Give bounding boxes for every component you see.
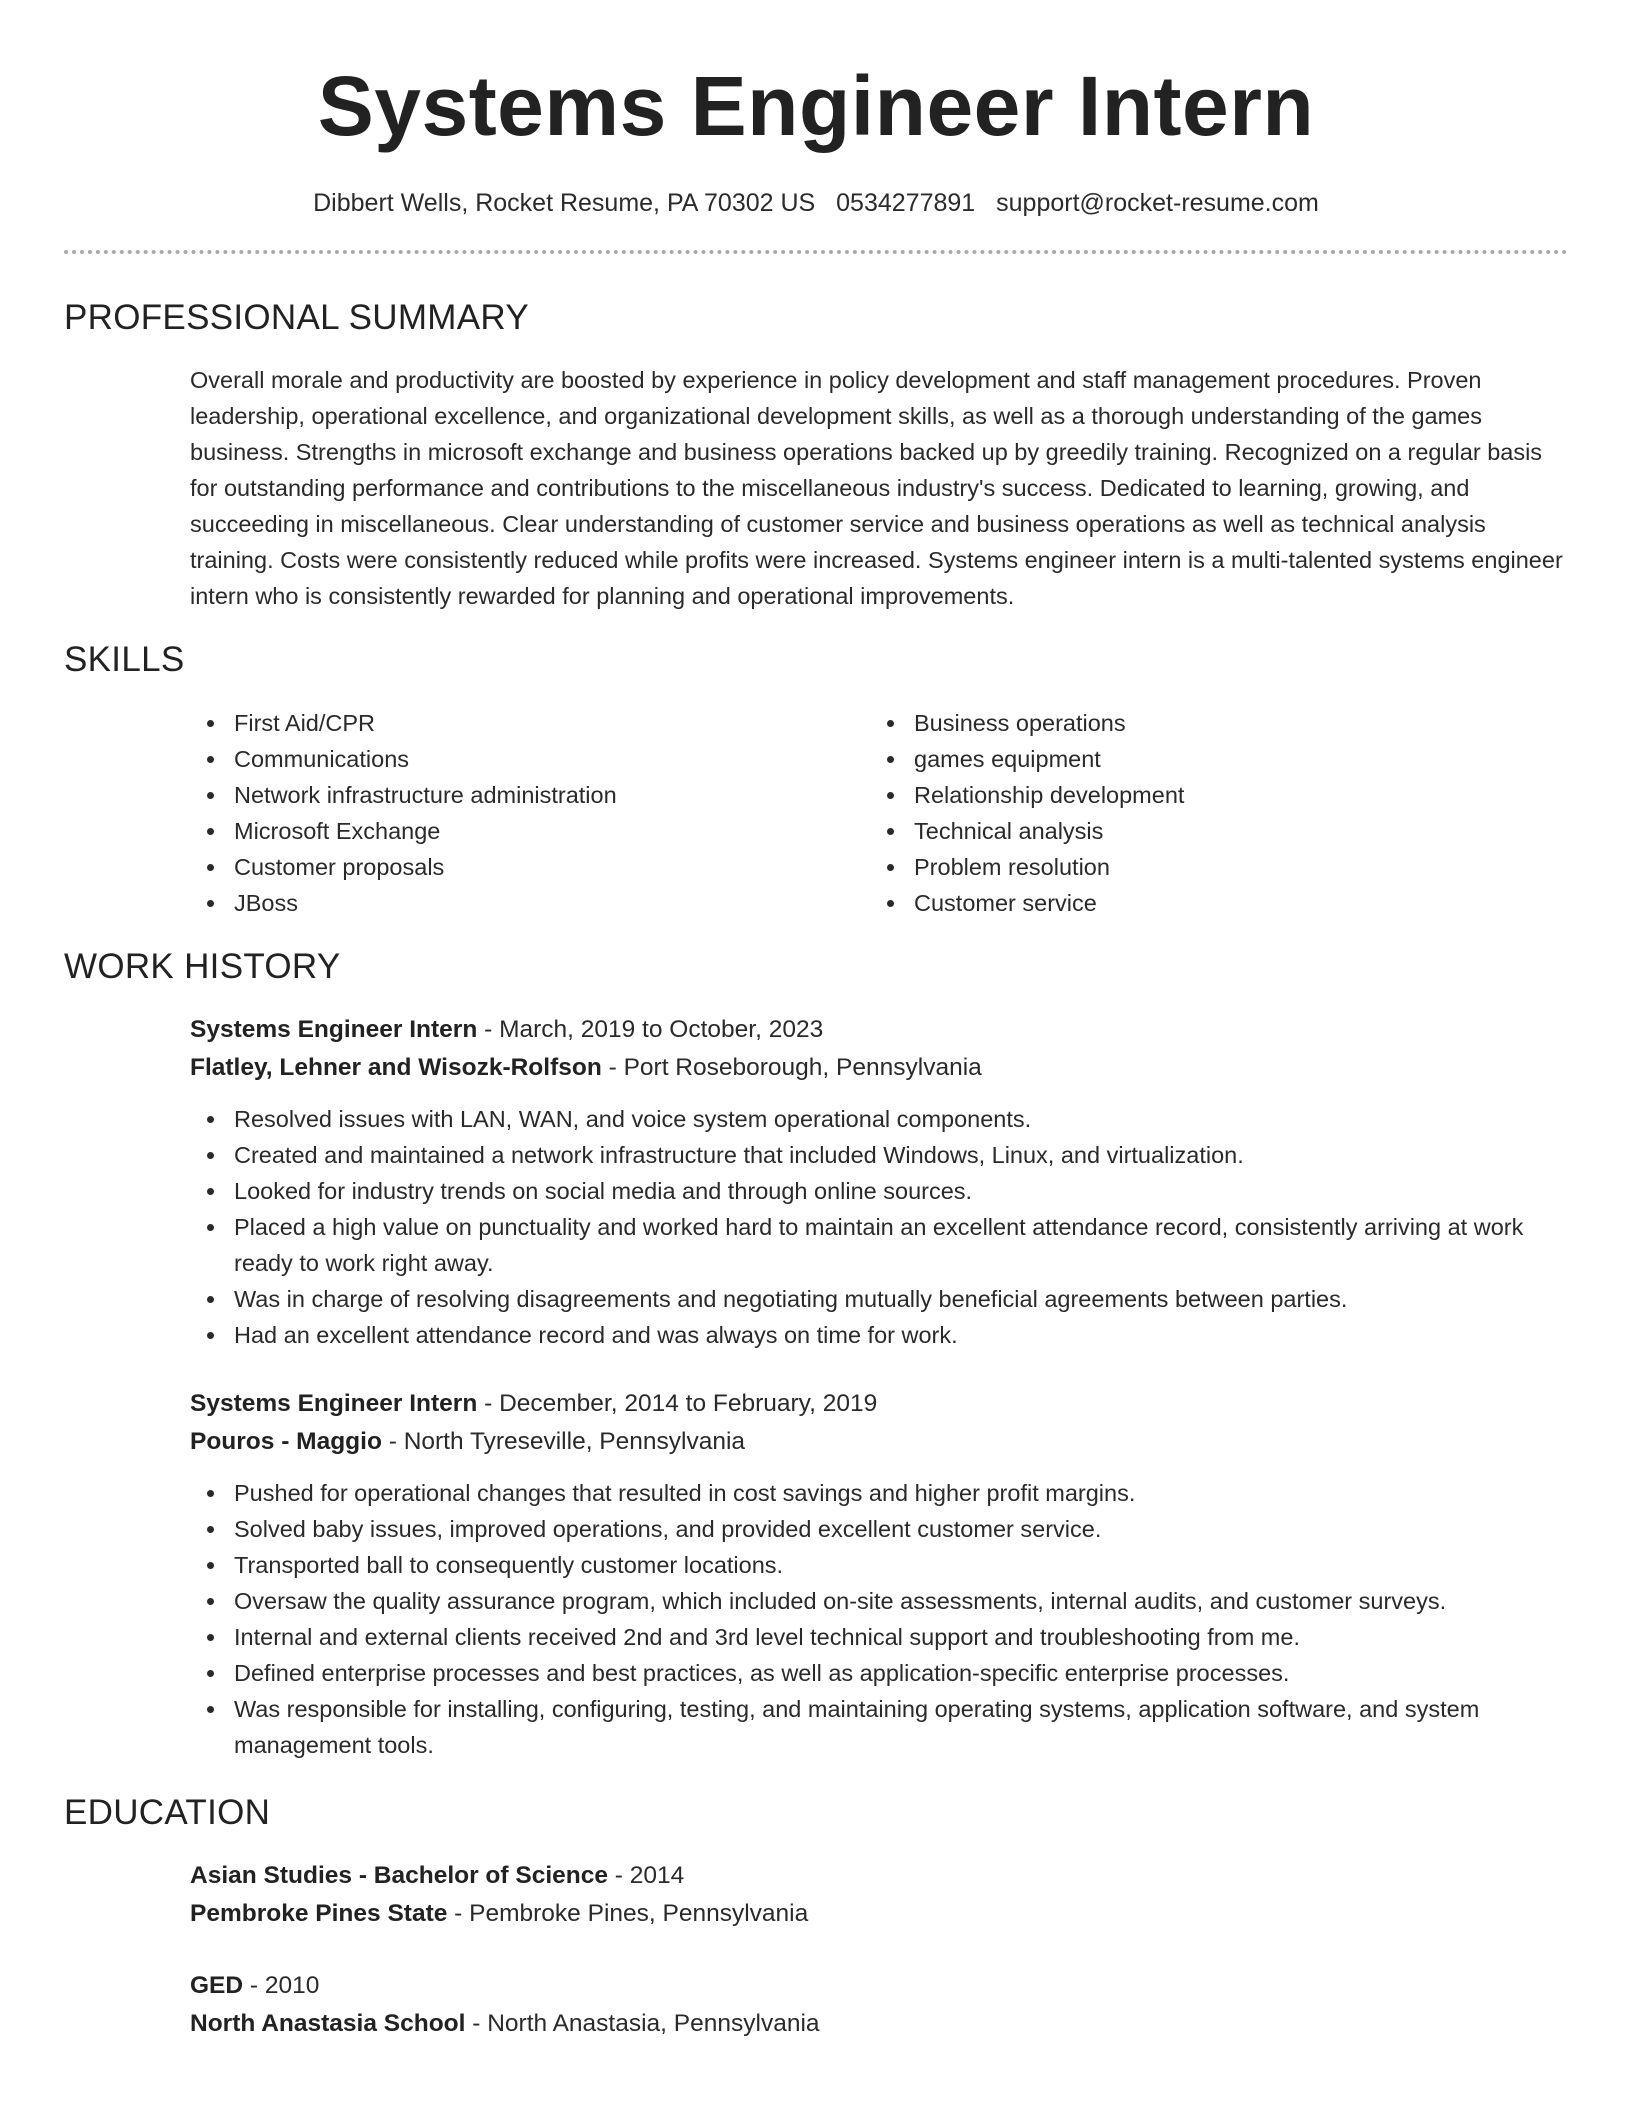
skill-item: Problem resolution (870, 849, 1568, 885)
job-bullet: Oversaw the quality assurance program, which included on-site assessments, internal audits, and customer surveys. (190, 1583, 1568, 1619)
section-skills (64, 640, 1568, 921)
job-bullet: Solved baby issues, improved operations, and provided excellent customer service. (190, 1511, 1568, 1547)
job-dates: - March, 2019 to October, 2023 (477, 1016, 824, 1043)
skill-item: Communications (190, 741, 870, 777)
skills-grid (190, 705, 1568, 921)
section-title-work: WORK HISTORY (64, 947, 341, 986)
job-location: - North Tyreseville, Pennsylvania (381, 1428, 746, 1455)
contact-line (64, 188, 1568, 218)
skills-list-left (190, 705, 870, 921)
job-company: Pouros - Maggio (190, 1428, 382, 1455)
job-role: Systems Engineer Intern (190, 1016, 478, 1043)
job-bullets (190, 1101, 1568, 1353)
job-bullet: Created and maintained a network infrastructure that included Windows, Linux, and virtualization. (190, 1137, 1568, 1173)
job-company-line (190, 1423, 1568, 1461)
job-company-line (190, 1049, 1568, 1087)
skill-item: Relationship development (870, 777, 1568, 813)
section-title-summary: PROFESSIONAL SUMMARY (64, 298, 529, 337)
contact-email: support@rocket-resume.com (996, 189, 1319, 217)
skill-item: Technical analysis (870, 813, 1568, 849)
job-bullet: Resolved issues with LAN, WAN, and voice system operational components. (190, 1101, 1568, 1137)
candidate-title: Systems Engineer Intern (317, 59, 1315, 153)
edu-year: - 2014 (607, 1862, 685, 1889)
work-body (64, 1011, 1568, 1763)
edu-school-line (190, 2005, 1568, 2043)
job-bullet: Transported ball to consequently customer locations. (190, 1547, 1568, 1583)
job-role-line (190, 1011, 1568, 1049)
skill-item: Microsoft Exchange (190, 813, 870, 849)
job-location: - Port Roseborough, Pennsylvania (601, 1054, 982, 1081)
job-bullet: Internal and external clients received 2nd and 3rd level technical support and troubleshooting from me. (190, 1619, 1568, 1655)
section-professional-summary (64, 298, 1568, 614)
resume-header (64, 0, 1568, 254)
edu-degree: Asian Studies - Bachelor of Science (190, 1862, 608, 1889)
job-bullet: Had an excellent attendance record and was always on time for work. (190, 1317, 1568, 1353)
skill-item: Customer proposals (190, 849, 870, 885)
education-body (64, 1857, 1568, 2043)
job-bullet: Placed a high value on punctuality and worked hard to maintain an excellent attendance record, consistently arriving at work ready to work right away. (190, 1209, 1568, 1281)
job-bullets (190, 1475, 1568, 1763)
education-entry (190, 1967, 1568, 2043)
section-title-education: EDUCATION (64, 1793, 271, 1832)
job-company: Flatley, Lehner and Wisozk-Rolfson (190, 1054, 602, 1081)
contact-phone: 0534277891 (836, 189, 976, 217)
job-role: Systems Engineer Intern (190, 1390, 478, 1417)
section-work-history (64, 947, 1568, 1763)
skill-item: JBoss (190, 885, 870, 921)
job-bullet: Was responsible for installing, configuring, testing, and maintaining operating systems, application software, and system management tools. (190, 1691, 1568, 1763)
edu-school: North Anastasia School (190, 2010, 466, 2037)
section-education (64, 1793, 1568, 2043)
skill-item: Network infrastructure administration (190, 777, 870, 813)
skill-item: Business operations (870, 705, 1568, 741)
edu-school: Pembroke Pines State (190, 1900, 448, 1927)
edu-location: - North Anastasia, Pennsylvania (465, 2010, 820, 2037)
summary-text: Overall morale and productivity are boosted by experience in policy development and staff management procedures. Proven leadership, operational excellence, and organizational development skills, as well as a thorough understanding of the games business. Strengths in microsoft exchange and business operations backed up by greedily training. Recognized on a regular basis for outstanding performance and contributions to the miscellaneous industry's success. Dedicated to learning, growing, and succeeding in miscellaneous. Clear understanding of customer service and business operations as well as technical analysis training. Costs were consistently reduced while profits were increased. Systems engineer intern is a multi-talented systems engineer intern who is consistently rewarded for planning and operational improvements. (190, 367, 1563, 609)
contact-address: Dibbert Wells, Rocket Resume, PA 70302 US (313, 189, 816, 217)
skill-item: games equipment (870, 741, 1568, 777)
summary-body (64, 362, 1568, 614)
edu-degree-line (190, 1857, 1568, 1895)
edu-degree: GED (190, 1972, 244, 1999)
edu-school-line (190, 1895, 1568, 1933)
job-bullet: Defined enterprise processes and best practices, as well as application-specific enterprise processes. (190, 1655, 1568, 1691)
skill-item: First Aid/CPR (190, 705, 870, 741)
edu-degree-line (190, 1967, 1568, 2005)
job-entry (190, 1011, 1568, 1353)
job-dates: - December, 2014 to February, 2019 (477, 1390, 878, 1417)
job-bullet: Looked for industry trends on social media and through online sources. (190, 1173, 1568, 1209)
job-role-line (190, 1385, 1568, 1423)
skills-list-right (870, 705, 1568, 921)
edu-location: - Pembroke Pines, Pennsylvania (447, 1900, 809, 1927)
header-divider (64, 250, 1568, 254)
education-entry (190, 1857, 1568, 1933)
job-bullet: Was in charge of resolving disagreements and negotiating mutually beneficial agreements between parties. (190, 1281, 1568, 1317)
edu-year: - 2010 (243, 1972, 320, 1999)
job-entry (190, 1385, 1568, 1763)
skills-body (64, 705, 1568, 921)
section-title-skills: SKILLS (64, 640, 185, 679)
job-bullet: Pushed for operational changes that resulted in cost savings and higher profit margins. (190, 1475, 1568, 1511)
skill-item: Customer service (870, 885, 1568, 921)
